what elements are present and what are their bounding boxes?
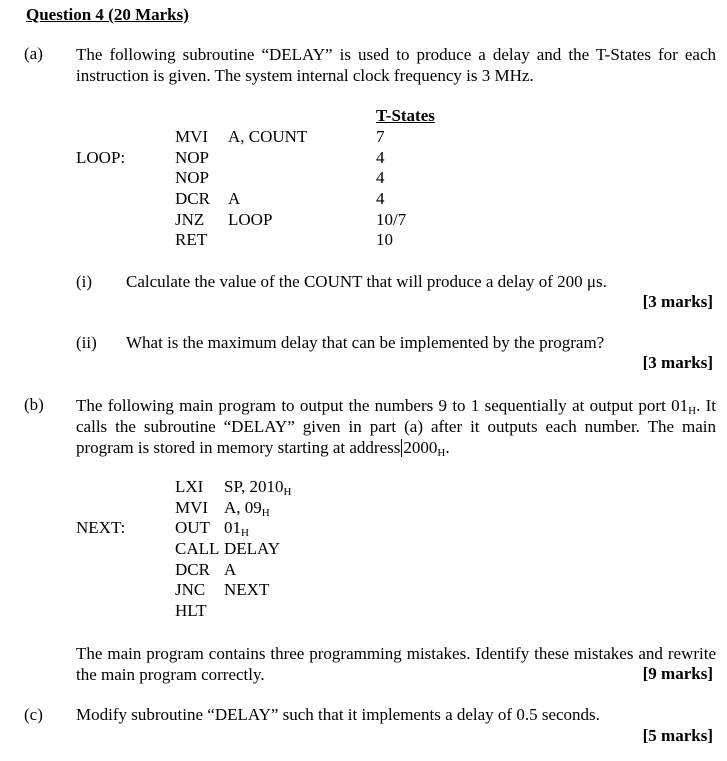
part-a-text: The following subroutine “DELAY” is used to produce a delay and the T-States for each instruction is given. The system internal clock frequency is 3 MHz. [76, 45, 716, 85]
code-arg: LOOP [228, 210, 273, 229]
code-op: DCR [175, 189, 210, 208]
code-tstate: 4 [376, 148, 385, 167]
sub-i-label: (i) [76, 272, 93, 291]
part-c-marks: [5 marks] [642, 726, 713, 745]
code-op: RET [175, 230, 208, 249]
code-tstate: 10/7 [376, 210, 407, 229]
code-arg: DELAY [224, 539, 281, 558]
code-op: JNC [175, 580, 206, 599]
code-op: HLT [175, 601, 207, 620]
part-b-text: The following main program to output the numbers 9 to 1 sequentially at output port $01_H$. It calls the subroutine “DELAY” given in part (a) after it outputs each number. The main program is stored in memory starting at address $2000_H$. [76, 396, 716, 459]
code-arg: A [228, 189, 241, 208]
code-op: NOP [175, 168, 210, 187]
part-c-label: (c) [24, 705, 43, 724]
code-op: OUT [175, 518, 210, 537]
code-op: DCR [175, 560, 210, 579]
next-label: NEXT: [76, 518, 126, 537]
sub-i-marks: [3 marks] [642, 292, 713, 311]
code-tstate: 10 [376, 230, 393, 249]
question-title: Question 4 (20 Marks) [26, 5, 189, 24]
code-op: CALL [175, 539, 220, 558]
code-op: JNZ [175, 210, 205, 229]
tstates-header: T-States [376, 106, 435, 125]
sub-i-text: Calculate the value of the COUNT that will produce a delay of 200 μs. [126, 272, 607, 291]
code-arg: NEXT [224, 580, 270, 599]
code-tstate: 4 [376, 168, 385, 187]
code-arg: A [224, 560, 237, 579]
code-op: NOP [175, 148, 210, 167]
code-op: LXI [175, 477, 204, 496]
code-op: MVI [175, 498, 209, 517]
code-tstate: 4 [376, 189, 385, 208]
sub-ii-text: What is the maximum delay that can be implemented by the program? [126, 333, 605, 352]
code-op: MVI [175, 127, 209, 146]
code-tstate: 7 [376, 127, 385, 146]
mistakes-text: The main program contains three programming mistakes. Identify these mistakes and rewrite the main program correctly. [76, 644, 716, 684]
part-a-label: (a) [24, 44, 43, 63]
part-c-text: Modify subroutine “DELAY” such that it implements a delay of 0.5 seconds. [76, 705, 600, 724]
code-arg: A, COUNT [228, 127, 308, 146]
part-b-label: (b) [24, 395, 44, 414]
sub-ii-marks: [3 marks] [642, 353, 713, 372]
code-arg: $01_H$ [224, 518, 249, 539]
loop-label: LOOP: [76, 148, 126, 167]
code-arg: A, $09_H$ [224, 498, 270, 519]
part-b-marks: [9 marks] [642, 664, 713, 683]
code-arg: SP, $2010_H$ [224, 477, 292, 498]
sub-ii-label: (ii) [76, 333, 97, 352]
